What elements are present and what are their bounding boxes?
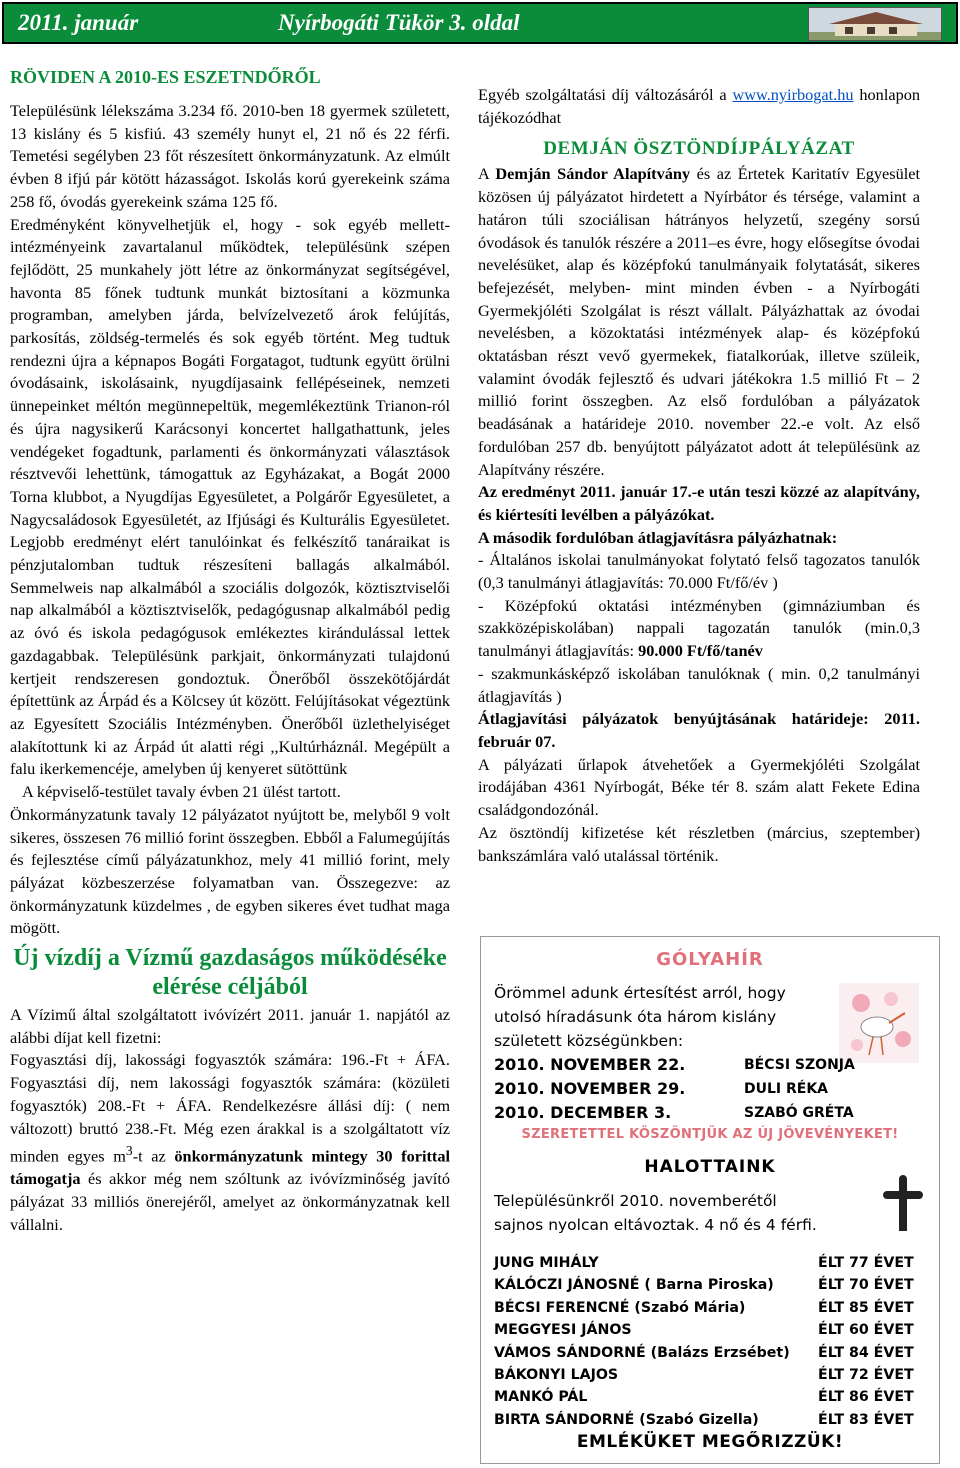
deaths-text: Településünkről 2010. novemberétől sajnos nyolcan eltávoztak. 4 nő és 4 férfi. bbox=[494, 1192, 817, 1234]
second-round-title: A második fordulóban átlagjavításra pályázhatnak: bbox=[478, 527, 838, 547]
deceased-name: VÁMOS SÁNDORNÉ (Balázs Erzsébet) bbox=[494, 1344, 790, 1361]
deceased-age: ÉLT 83 ÉVET bbox=[818, 1411, 914, 1428]
cross-icon bbox=[883, 1175, 923, 1235]
water-fee-title: Új vízdíj a Vízmű gazdaságos működéséke elérése céljából bbox=[13, 945, 447, 1001]
water-fee-intro: A Vízimű által szolgáltatott ivóvízért 2011. január 1. napjától az alábbi díjat kell fizetni: bbox=[10, 1005, 450, 1047]
results-announcement: Az eredményt 2011. január 17.-e után teszi közzé az alapítvány, és kiértesíti levélben a pályázókat. bbox=[478, 482, 920, 524]
deceased-age: ÉLT 85 ÉVET bbox=[818, 1299, 914, 1316]
deceased-age: ÉLT 70 ÉVET bbox=[818, 1277, 914, 1294]
cubic-superscript: 3 bbox=[125, 1143, 133, 1159]
church-building-icon bbox=[808, 7, 942, 41]
birth-name: BÉCSI SZONJA bbox=[744, 1057, 855, 1073]
page-header bbox=[2, 2, 958, 44]
deceased-age: ÉLT 77 ÉVET bbox=[818, 1255, 914, 1271]
birth-row bbox=[494, 1077, 894, 1101]
service-fee-text-2: honlapon tájékozódhat bbox=[478, 85, 920, 127]
births-list bbox=[494, 1053, 894, 1125]
birth-name: DULI RÉKA bbox=[744, 1081, 829, 1097]
death-row bbox=[494, 1342, 934, 1364]
deceased-age: ÉLT 72 ÉVET bbox=[818, 1366, 914, 1383]
service-fee-text: Egyéb szolgáltatási díj változásáról a bbox=[478, 85, 733, 104]
deceased-name: KÁLÓCZI JÁNOSNÉ ( Barna Piroska) bbox=[494, 1277, 774, 1294]
deceased-name: BÉCSI FERENCNÉ (Szabó Mária) bbox=[494, 1299, 746, 1316]
scholarship-title: DEMJÁN ÖSZTÖNDÍJPÁLYÁZAT bbox=[543, 138, 855, 160]
water-fee-prices bbox=[10, 1049, 450, 1236]
payment-info: Az ösztöndíj kifizetése két részletben (március, szeptember) bankszámlára való utalással történik. bbox=[478, 822, 920, 865]
death-row bbox=[494, 1297, 934, 1319]
birth-row bbox=[494, 1053, 894, 1077]
water-fee-support-bold: önkormányzatunk mintegy 30 forittal támogatja bbox=[10, 1146, 451, 1189]
right-column bbox=[478, 84, 920, 867]
website-link[interactable]: www.nyirbogat.hu bbox=[732, 85, 854, 104]
birth-date: 2010. NOVEMBER 22. bbox=[494, 1055, 686, 1074]
welcome-message: SZERETETTEL KÖSZÖNTJÜK AZ ÚJ JÖVEVÉNYEKET! bbox=[521, 1127, 899, 1142]
form-pickup: A pályázati űrlapok átvehetőek a Gyermekjóléti Szolgálat irodájában 4361 Nyírbogát, Béke tér 8. szám alatt Fekete Edina családgondozónál. bbox=[478, 754, 920, 820]
deceased-age: ÉLT 84 ÉVET bbox=[818, 1344, 914, 1361]
eligibility-item-1: - Általános iskolai tanulmányokat folytató felső tagozatos tanulók (0,3 tanulmányi átlagjavítás: 70.000 Ft/fő/év ) bbox=[478, 550, 920, 593]
water-fee-prices-text: Fogyasztási díj, lakossági fogyasztók számára: 196.-Ft + ÁFA. Fogyasztási díj, nem lakossági fogyasztók számára: (közületi fogyasztók) 208.-Ft + ÁFA. Rendelkezésre állási díj: ( nem változott) bruttó 238.-Ft. bbox=[10, 1050, 450, 1138]
death-row bbox=[494, 1386, 934, 1408]
paragraph-grants: Önkormányzatunk tavaly 12 pályázatot nyújtott be, melyből 9 volt sikeres, összesen 76 millió forint összegben. Ebből a Falumegújítás és fejlesztése című pályázatunkhoz, mely 41 millió forint, mely pályázat közbeszerzése folyamatban van. Összegezve: az önkormányzatunk küzdelmes , de egyben sikeres évet tudhat maga mögött. bbox=[10, 804, 450, 938]
left-column bbox=[10, 64, 450, 1236]
paragraph-council-meetings: A képviselő-testület tavaly évben 21 ülést tartott. bbox=[22, 782, 341, 802]
births-text: Örömmel adunk értesítést arról, hogy utolsó híradásunk óta három kislány született községünkben: bbox=[494, 984, 786, 1050]
foundation-name: Demján Sándor Alapítvány bbox=[495, 164, 691, 184]
death-row bbox=[494, 1319, 934, 1341]
deceased-name: MANKÓ PÁL bbox=[494, 1389, 588, 1406]
deceased-name: BIRTA SÁNDORNÉ (Szabó Gizella) bbox=[494, 1411, 759, 1428]
eligibility-item-2-text: - Középfokú oktatási intézményben (gimnáziumban és szakközépiskolában) nappali tagozatán tanulók (min.0,3 tanulmányi átlagjavítás: bbox=[478, 595, 920, 661]
deadline: Átlagjavítási pályázatok benyújtásának határideje: 2011. február 07. bbox=[478, 709, 920, 751]
deceased-name: MEGGYESI JÁNOS bbox=[494, 1322, 632, 1339]
publication-title: Nyírbogáti Tükör 3. oldal bbox=[278, 10, 520, 35]
water-fee-support-2: -t az bbox=[132, 1146, 175, 1166]
paragraph-results: Eredményként könyvelhetjük el, hogy - sok egyéb mellett- intézményeink zavartalanul működtek, településünk szépen fejlődött, 25 munkahely jött létre az önkormányzat segítségével, havonta 85 főnek tudtunk munkát biztosítani a közmunka programban, amelyben járda, belvízelvezető árok felújítás, parkosítás, zöldség-termelés és sok egyéb történt. Meg tudtuk rendezni újra a képnapos Bogáti Forgatagot, tudtunk együtt örülni óvodásaink, iskolásaink, nyugdíjasaink fellépéseinek, nemzeti ünnepeinket méltón megünnepeltük, megemlékeztünk Trianon-ról és újra nagysikerű Karácsonyi koncertet hallgathattunk, jeles vendégeket fogadtunk, parlamenti és önkormányzati választások résztvevői lehettünk, támogattuk az Egyházakat, a Bogát 2000 Torna klubbot, a Nyugdíjas Egyesületet, a Polgárőr Egyesületet, a Nagycsaládosok Egyesületét, az Ifjúsági és Kulturális Egyesületet. Legjobb eredményt elért tanulóinkat és felkészítő tanáraikat is pénzjutalomban tudtuk részesíteni ballagás alkalmából. Semmelweis nap alkalmából a szociális dolgozók, köztisztviselői nap alkalmából a köztisztviselők, pedagógusnap alkalmából pedig az óvó és iskola pedagógusok emlékeztes kirándulással lettek gazdagabbak. Településünk parkjait, önkormányzati tulajdonú kertjeit rendszeresen gondoztuk. Önerőből összekötőjárdát építettünk az Árpád és a Kölcsey út között. Felújításokat végeztünk az Egyesített Szociális Intézményben. Önerőből üzlethelyiséget alakítottunk ki az Árpád út alatti régi ,,Kultúrháznál. Megépült a falu ikerkemencéje, amelyben új kenyeret sütöttünk bbox=[10, 214, 450, 779]
scholarship-intro-a: A bbox=[478, 164, 496, 184]
scholarship-intro bbox=[478, 163, 920, 481]
death-row bbox=[494, 1364, 934, 1386]
birth-name: SZABÓ GRÉTA bbox=[744, 1105, 854, 1121]
deceased-age: ÉLT 86 ÉVET bbox=[818, 1389, 914, 1406]
water-fee-support-1: Még ezen árakkal is a szolgáltatott víz minden egyes m bbox=[10, 1118, 451, 1166]
deaths-title: HALOTTAINK bbox=[644, 1157, 776, 1177]
deceased-name: BÁKONYI LAJOS bbox=[494, 1366, 619, 1383]
memorial-message: EMLÉKÜKET MEGŐRIZZÜK! bbox=[576, 1432, 844, 1452]
deaths-list bbox=[494, 1252, 934, 1431]
death-row bbox=[494, 1409, 934, 1431]
paragraph-statistics: Településünk lélekszáma 3.234 fő. 2010-ben 18 gyermek született, 13 kislány és 5 kisfiú. 43 személy hunyt el, 21 nő és 22 férfi. Temetési segélyben 23 főt részesített önkormányzatunk. Az elmúlt évben 8 ifjú pár kötött házasságot. Iskolás korú gyerekeink száma 258 fő, óvodás gyerekeink száma 125 fő. bbox=[10, 101, 450, 211]
announcements-box bbox=[480, 936, 940, 1464]
birth-row bbox=[494, 1101, 894, 1125]
death-row bbox=[494, 1252, 934, 1274]
deceased-age: ÉLT 60 ÉVET bbox=[818, 1322, 914, 1339]
births-title: GÓLYAHÍR bbox=[656, 949, 764, 970]
scholarship-intro-b: és az Értetek Karitatív Egyesület közösen új pályázatot hirdetett a Nyírbátor és térsége, valamint a határon túli szociálisan hátrányos helyzetű, szegény sorsú óvodások és tanulók részére a 2011–es évre, hogy elősegítse óvodai nevelésüket, alap és középfokú tanulmányaik folytatását, sikeres befejezését, melyben- mint minden évben - a Nyírbogáti Gyermekjóléti Szolgálat is részt vállalt. Pályázhattak az óvodai nevelésben, a közoktatási intézmények alap- és középfokú oktatásban részt vevő gyermekek, fiatalkorúak, illetve szüleik, valamint óvodák fejlesztő és udvari játékokra 1.5 millió Ft – 2 millió forint összegben. Az első fordulóban a pályázatok beadásának a határideje 2010. november 22.-e volt. Az első fordulóban 257 db. benyújtott pályázatot adott át településünk az Alapítvány részére. bbox=[478, 164, 920, 479]
section-title-year-summary: RÖVIDEN A 2010-ES ESZETNDŐRŐL bbox=[10, 67, 321, 87]
stork-flowers-icon bbox=[839, 983, 919, 1063]
deceased-name: JUNG MIHÁLY bbox=[494, 1255, 599, 1271]
service-fee-note bbox=[478, 84, 920, 129]
death-row bbox=[494, 1274, 934, 1296]
eligibility-item-2-amount: 90.000 Ft/fő/tanév bbox=[638, 641, 763, 661]
eligibility-item-3: - szakmunkásképző iskolában tanulóknak ( min. 0,2 tanulmányi átlagjavítás ) bbox=[478, 663, 920, 706]
eligibility-item-2 bbox=[478, 595, 920, 663]
issue-date: 2011. január bbox=[18, 10, 139, 35]
water-fee-support-3: és akkor még nem szóltunk az ivóvízminőség javító pályázat 33 milliós önerejéről, amelyet az önkormányzatnak kell vállalni. bbox=[10, 1169, 450, 1234]
birth-date: 2010. DECEMBER 3. bbox=[494, 1103, 672, 1122]
birth-date: 2010. NOVEMBER 29. bbox=[494, 1079, 686, 1098]
